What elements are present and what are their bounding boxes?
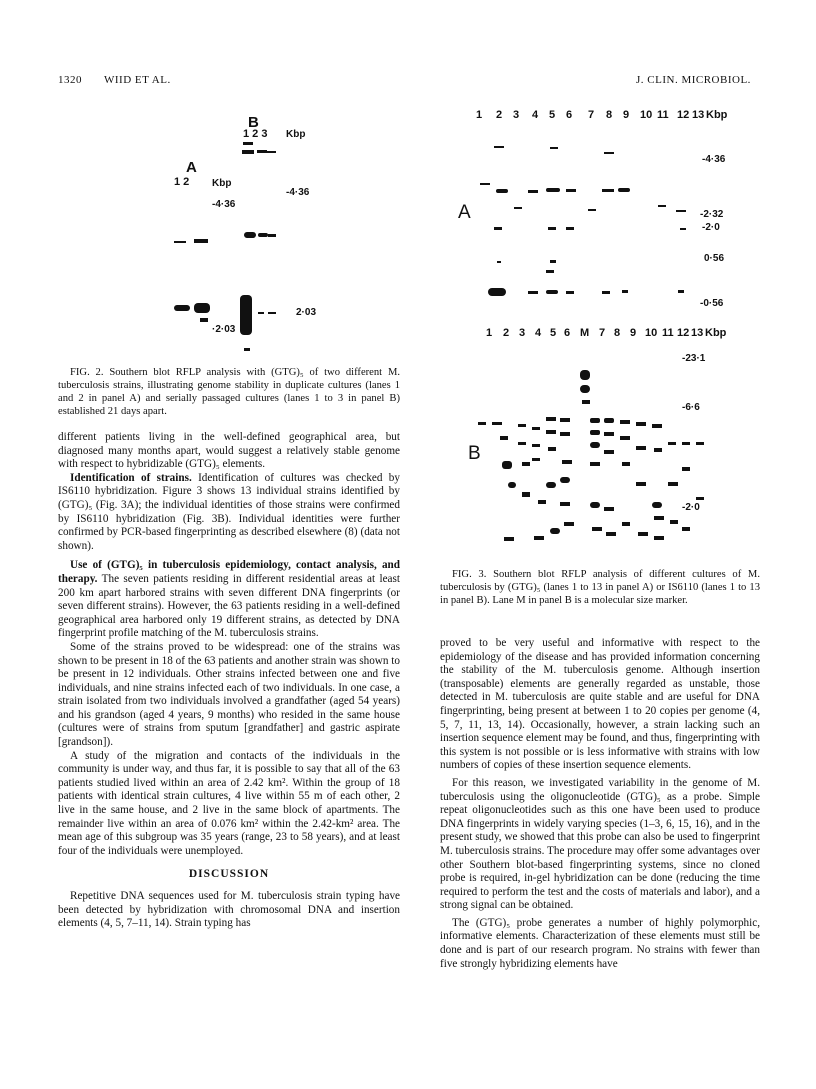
- band: [546, 290, 558, 294]
- band: [546, 188, 560, 192]
- band: [696, 497, 704, 500]
- band: [590, 418, 600, 423]
- marker-label: -2·0: [682, 502, 700, 513]
- marker-label: -6·6: [682, 402, 700, 413]
- band: [668, 482, 678, 486]
- band: [622, 290, 628, 293]
- band: [240, 295, 252, 335]
- band: [546, 417, 556, 421]
- band: [602, 189, 614, 192]
- band: [496, 189, 508, 193]
- band: [564, 522, 574, 526]
- band: [590, 502, 600, 508]
- fig2-panel-b-lanes: 1 2 3: [243, 128, 268, 140]
- fig2-panel-a-kbp: Kbp: [212, 178, 232, 189]
- band: [518, 442, 526, 445]
- page-number: 1320: [58, 74, 82, 86]
- band: [562, 460, 572, 464]
- lane-label: 10: [645, 327, 658, 339]
- band: [174, 305, 190, 311]
- band: [676, 210, 686, 212]
- paragraph: The (GTG)₅ probe generates a number of highly polymorphic, informative elements. Characterization of these elements must still be done and is part of our research program. No strains with fewer than five strongly hybridizing elements have: [440, 916, 760, 970]
- band: [504, 537, 514, 541]
- band: [243, 142, 253, 145]
- marker-label: -0·56: [700, 298, 724, 309]
- band: [546, 270, 554, 273]
- band: [618, 188, 630, 192]
- paragraph-body: The seven patients residing in different residential areas at least 200 km apart harbored strains with seven different DNA fingerprints (or seven different strains). However, the 63 patients residing in a well-defined geographical area harbored only 19 different strains, as detected by DNA fingerprint profile matching of the M. tuberculosis strains.: [58, 572, 400, 640]
- band: [522, 462, 530, 466]
- band: [266, 151, 276, 153]
- band: [582, 400, 590, 404]
- band: [560, 432, 570, 436]
- lane-label: 8: [614, 327, 621, 339]
- band: [258, 312, 264, 314]
- band: [492, 422, 502, 425]
- fig3-caption: [440, 568, 760, 607]
- lane-label: 11: [662, 327, 674, 339]
- band: [478, 422, 486, 425]
- band: [194, 303, 210, 313]
- band: [528, 291, 538, 294]
- lane-label: 3: [513, 109, 520, 121]
- lane-label: 3: [519, 327, 526, 339]
- band: [682, 442, 690, 445]
- fig3-caption-label: FIG. 3.: [452, 569, 487, 580]
- band: [494, 146, 504, 148]
- band: [488, 288, 506, 296]
- band: [592, 527, 602, 531]
- band: [532, 427, 540, 430]
- band: [622, 522, 630, 526]
- journal-name: J. CLIN. MICROBIOL.: [636, 74, 751, 86]
- band: [480, 183, 490, 185]
- lane-label: 4: [532, 109, 539, 121]
- paragraph: [58, 559, 400, 641]
- fig2-caption: [58, 366, 400, 418]
- band: [500, 436, 508, 440]
- marker-label: -23·1: [682, 353, 706, 364]
- lane-label: 13: [692, 109, 705, 121]
- band: [548, 447, 556, 451]
- paragraph: A study of the migration and contacts of the individuals in the community is under way, and thus far, it is possible to say that all of the 63 patients studied lived within an area of 2.42 km². Within the group of 18 patients with identical strain cultures, 4 live within 55 m of each other, 2 live in the same house, and 2 live in the same block of apartments. The remainder live within an area of 0.076 km² within the 2.42-km² area. The mean age of this subgroup was 35 years (range, 23 to 58 years), and at least four of the individuals were unemployed.: [58, 749, 400, 857]
- right-column: [440, 637, 760, 971]
- band: [654, 536, 664, 540]
- band: [244, 232, 256, 238]
- band: [502, 461, 512, 469]
- band: [604, 432, 614, 436]
- fig2-panel-a-marker-top: -4·36: [212, 199, 236, 210]
- band: [532, 458, 540, 461]
- fig3-panel-b-kbp: Kbp: [705, 327, 727, 339]
- band: [580, 370, 590, 380]
- lane-label: 10: [640, 109, 653, 121]
- fig3-panel-a-label: A: [458, 202, 471, 223]
- band: [548, 227, 556, 230]
- band: [604, 418, 614, 423]
- band: [680, 228, 686, 230]
- band: [497, 261, 501, 263]
- section-heading: Use of (GTG)₅ in tuberculosis epidemiology, contact analysis, and therapy.: [58, 559, 400, 585]
- band: [590, 462, 600, 466]
- marker-label: -2·32: [700, 209, 724, 220]
- paragraph: proved to be very useful and informative with respect to the epidemiology of the disease and has provided information concerning the stability of the M. tuberculosis genome. Although insertion (transposable) elements are generally regarded as unstable, those detected in M. tuberculosis are quite stable and are useful for DNA fingerprinting, being present at between 1 to 20 copies per genome (4, 5, 7, 11, 13, 14). Occasionally, however, a strain lacking such an insertion sequence element may be found, and thus, fingerprinting with this system is not possible or is less informative with strains with low numbers of copies of these insertion sequence elements.: [440, 637, 760, 772]
- band: [200, 318, 208, 322]
- band: [560, 502, 570, 506]
- band: [638, 532, 648, 536]
- fig2-panel-b-marker-bottom: 2·03: [296, 307, 317, 318]
- fig3-panel-a-image: [450, 106, 750, 316]
- lane-label: 6: [564, 327, 571, 339]
- lane-label: 6: [566, 109, 573, 121]
- band: [654, 448, 662, 452]
- band: [566, 227, 574, 230]
- lane-label: 11: [657, 109, 669, 121]
- lane-label: 2: [496, 109, 503, 121]
- band: [174, 241, 186, 243]
- paragraph: Some of the strains proved to be widespread: one of the strains was shown to be present in 18 of the 63 patients and another strain was shown to be present in 12 individuals. Other strains infected between one and five individuals, and nine strains infected each of two individuals. In one case, a strain isolated from two individuals involved a grandfather (aged 54 years) and his grandson (aged 4 years, 9 months) who resided in the same house (cultures were of strains from sputum [grandfather] and gastric aspirate [grandson]).: [58, 640, 400, 749]
- band: [622, 462, 630, 466]
- lane-label: 1: [486, 327, 493, 339]
- left-column: [58, 431, 400, 931]
- band: [494, 227, 502, 230]
- band: [604, 450, 614, 454]
- fig2-panel-a-marker-bottom: ·2·03: [212, 324, 236, 335]
- band: [244, 348, 250, 351]
- fig2-panel-a-lanes: 1 2: [174, 176, 190, 188]
- lane-label: 7: [588, 109, 595, 121]
- band: [508, 482, 516, 488]
- fig3-panel-b-image: [450, 322, 750, 552]
- band: [546, 482, 556, 488]
- band: [560, 418, 570, 422]
- band: [550, 147, 558, 149]
- band: [268, 234, 276, 237]
- band: [590, 430, 600, 435]
- lane-label: 2: [503, 327, 510, 339]
- marker-label: -4·36: [702, 154, 726, 165]
- band: [560, 477, 570, 483]
- lane-label: M: [580, 327, 590, 339]
- band: [606, 532, 616, 536]
- fig2-caption-text: Southern blot RFLP analysis with (GTG)₅ of two different M. tuberculosis strains, illustrating genome stability in duplicate cultures (lanes 1 and 2 in panel A) and serially passaged cultures (lanes 1 to 3 in panel B) established 21 days apart.: [58, 367, 401, 417]
- band: [550, 260, 556, 263]
- band: [268, 312, 276, 314]
- band: [566, 291, 574, 294]
- band: [528, 190, 538, 193]
- band: [652, 502, 662, 508]
- discussion-heading: DISCUSSION: [188, 868, 270, 881]
- paragraph: different patients living in the well-defined geographical area, but diagnosed many months apart, would suggest a relatively stable genome with respect to hybridizable (GTG)₅ elements.: [58, 431, 400, 471]
- lane-label: 9: [630, 327, 637, 339]
- fig2-blot-image: [160, 100, 330, 360]
- band: [257, 150, 267, 153]
- band: [620, 436, 630, 440]
- band: [682, 527, 690, 531]
- paragraph-body: Identification of cultures was checked by IS6110 hybridization. Figure 3 shows 13 individual strains identified by (GTG)₅ (Fig. 3A); the individual identities of those strains were confirmed by IS6110 hybridization (Fig. 3B). Individual identities were further confirmed by PCR-based fingerprinting as described elsewhere (8) (data not shown).: [58, 471, 400, 552]
- paragraph: For this reason, we investigated variability in the genome of M. tuberculosis using the oligonucleotide (GTG)₅ as a probe. Simple repeat oligonucleotides such as this one have been used to produce DNA fingerprints in widely varying species (1–3, 6, 15, 16), and in the present study, we showed that this probe can also be used to fingerprint M. tuberculosis strains. The procedure may offer some advantages over other Southern blot-based fingerprinting systems, since no cloned probe is required, in-gel hybridization can be done (reducing the time required to perform the test and the costs of materials and labor), and a strong signal can be obtained.: [440, 776, 760, 912]
- band: [550, 528, 560, 534]
- lane-label: 7: [599, 327, 606, 339]
- band: [670, 520, 678, 524]
- band: [678, 290, 684, 293]
- lane-label: 13: [691, 327, 704, 339]
- fig3-panel-a-kbp: Kbp: [706, 109, 728, 121]
- band: [682, 467, 690, 471]
- marker-label: -2·0: [702, 222, 720, 233]
- fig2-panel-a-label: A: [186, 159, 197, 176]
- band: [696, 442, 704, 445]
- band: [518, 424, 526, 427]
- band: [668, 442, 676, 445]
- lane-label: 8: [606, 109, 613, 121]
- fig3-panel-b-label: B: [468, 443, 481, 464]
- band: [546, 430, 556, 434]
- band: [514, 207, 522, 209]
- band: [636, 422, 646, 426]
- band: [580, 385, 590, 393]
- band: [566, 189, 576, 192]
- lane-label: 1: [476, 109, 483, 121]
- band: [590, 442, 600, 448]
- band: [620, 420, 630, 424]
- fig3-panel-b-bands: [478, 417, 704, 541]
- band: [654, 516, 664, 520]
- fig3-caption-text: Southern blot RFLP analysis of different cultures of M. tuberculosis by (GTG)₅ (lanes 1 to 13 in panel A) or IS6110 (lanes 1 to 13 in panel B). Lane M in panel B is a molecular size marker.: [440, 569, 760, 606]
- lane-label: 5: [550, 327, 557, 339]
- fig2-panel-b-kbp: Kbp: [286, 129, 306, 140]
- marker-label: 0·56: [704, 253, 725, 264]
- band: [522, 492, 530, 497]
- paragraph: Repetitive DNA sequences used for M. tuberculosis strain typing have been detected by hybridization with chromosomal DNA and insertion elements (4, 5, 7–11, 14). Strain typing has: [58, 890, 400, 930]
- lane-label: 12: [677, 109, 690, 121]
- section-heading: Identification of strains.: [70, 471, 192, 484]
- band: [604, 152, 614, 154]
- lane-label: 9: [623, 109, 630, 121]
- band: [194, 239, 208, 243]
- band: [532, 444, 540, 447]
- band: [588, 209, 596, 211]
- paragraph: [58, 472, 400, 554]
- band: [604, 507, 614, 511]
- fig2-caption-label: FIG. 2.: [70, 367, 104, 378]
- fig3-panel-b-lane-labels: [486, 327, 727, 339]
- band: [636, 482, 646, 486]
- band: [242, 150, 254, 154]
- fig2-panel-b-label: B: [248, 114, 259, 131]
- running-authors: WIID ET AL.: [104, 74, 171, 86]
- lane-label: 12: [677, 327, 690, 339]
- band: [534, 536, 544, 540]
- band: [636, 446, 646, 450]
- fig3-panel-a-lane-labels: [476, 109, 728, 121]
- band: [258, 233, 268, 237]
- band: [658, 205, 666, 207]
- band: [538, 500, 546, 504]
- lane-label: 4: [535, 327, 542, 339]
- fig2-panel-b-marker-top: -4·36: [286, 187, 310, 198]
- band: [602, 291, 610, 294]
- lane-label: 5: [549, 109, 556, 121]
- band: [652, 424, 662, 428]
